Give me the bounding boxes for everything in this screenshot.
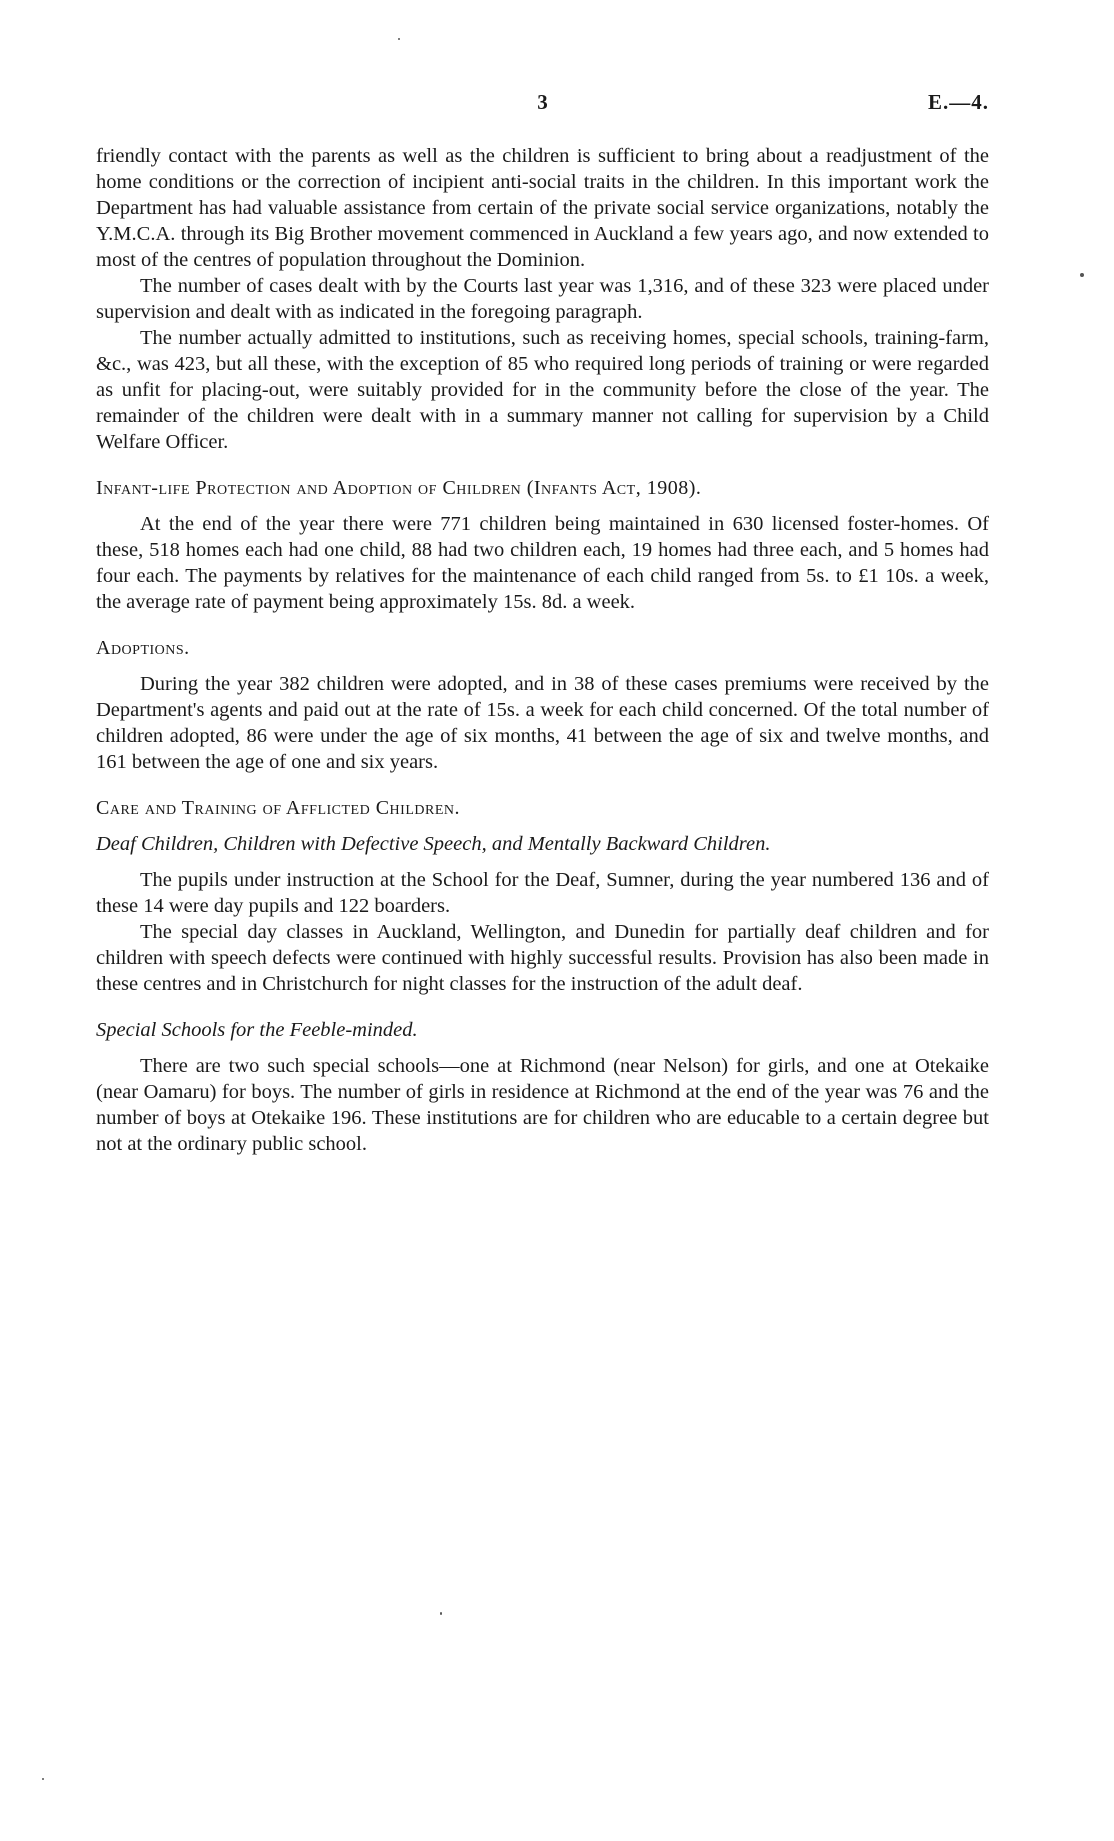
paragraph: The pupils under instruction at the School for the Deaf, Sumner, during the year numbered 136 and of these 14 were day pupils and 122 boarders. [96,869,989,917]
scan-speck [42,1778,44,1780]
paragraph: The number of cases dealt with by the Courts last year was 1,316, and of these 323 were placed under supervision and dealt with as indicated in the foregoing paragraph. [96,275,989,323]
section-heading: Infant-life Protection and Adoption of Children (Infants Act, 1908). [96,477,702,499]
section-heading: Adoptions. [96,637,190,659]
document-body [96,143,989,1157]
section-heading: Care and Training of Afflicted Children. [96,797,460,819]
paragraph: During the year 382 children were adopted, and in 38 of these cases premiums were received by the Department's agents and paid out at the rate of 15s. a week for each child concerned. Of the total number of children adopted, 86 were under the age of six months, 41 between the age of six and twelve months, and 161 between the age of one and six years. [96,673,989,773]
scan-speck [398,38,400,40]
paragraph: friendly contact with the parents as well as the children is sufficient to bring about a readjustment of the home conditions or the correction of incipient anti-social traits in the children. In this important work the Department has had valuable assistance from certain of the private social service organizations, notably the Y.M.C.A. through its Big Brother movement commenced in Auckland a few years ago, and now extended to most of the centres of population throughout the Dominion. [96,145,989,271]
scan-speck [1080,273,1084,277]
paragraph: The special day classes in Auckland, Wellington, and Dunedin for partially deaf children and for children with speech defects were continued with highly successful results. Provision has also been made in these centres and in Christchurch for night classes for the instruction of the adult deaf. [96,921,989,995]
scan-speck [440,1612,442,1615]
paragraph: The number actually admitted to institutions, such as receiving homes, special schools, training-farm, &c., was 423, but all these, with the exception of 85 who required long periods of training or were regarded as unfit for placing-out, were suitably provided for in the community before the close of the year. The remainder of the children were dealt with in a summary manner not calling for supervision by a Child Welfare Officer. [96,327,989,453]
paragraph: There are two such special schools—one at Richmond (near Nelson) for girls, and one at Otekaike (near Oamaru) for boys. The number of girls in residence at Richmond at the end of the year was 76 and the number of boys at Otekaike 196. These institutions are for children who are educable to a certain degree but not at the ordinary public school. [96,1055,989,1155]
paragraph: At the end of the year there were 771 children being maintained in 630 licensed foster-homes. Of these, 518 homes each had one child, 88 had two children each, 19 homes had three each, and 5 homes had four each. The payments by relatives for the maintenance of each child ranged from 5s. to £1 10s. a week, the average rate of payment being approximately 15s. 8d. a week. [96,513,989,613]
section-subheading: Special Schools for the Feeble-minded. [96,1019,418,1041]
page-number: 3 [537,90,548,114]
section-subheading: Deaf Children, Children with Defective Speech, and Mentally Backward Children. [96,833,771,855]
page-header [96,90,989,120]
page-reference: E.—4. [927,90,989,114]
